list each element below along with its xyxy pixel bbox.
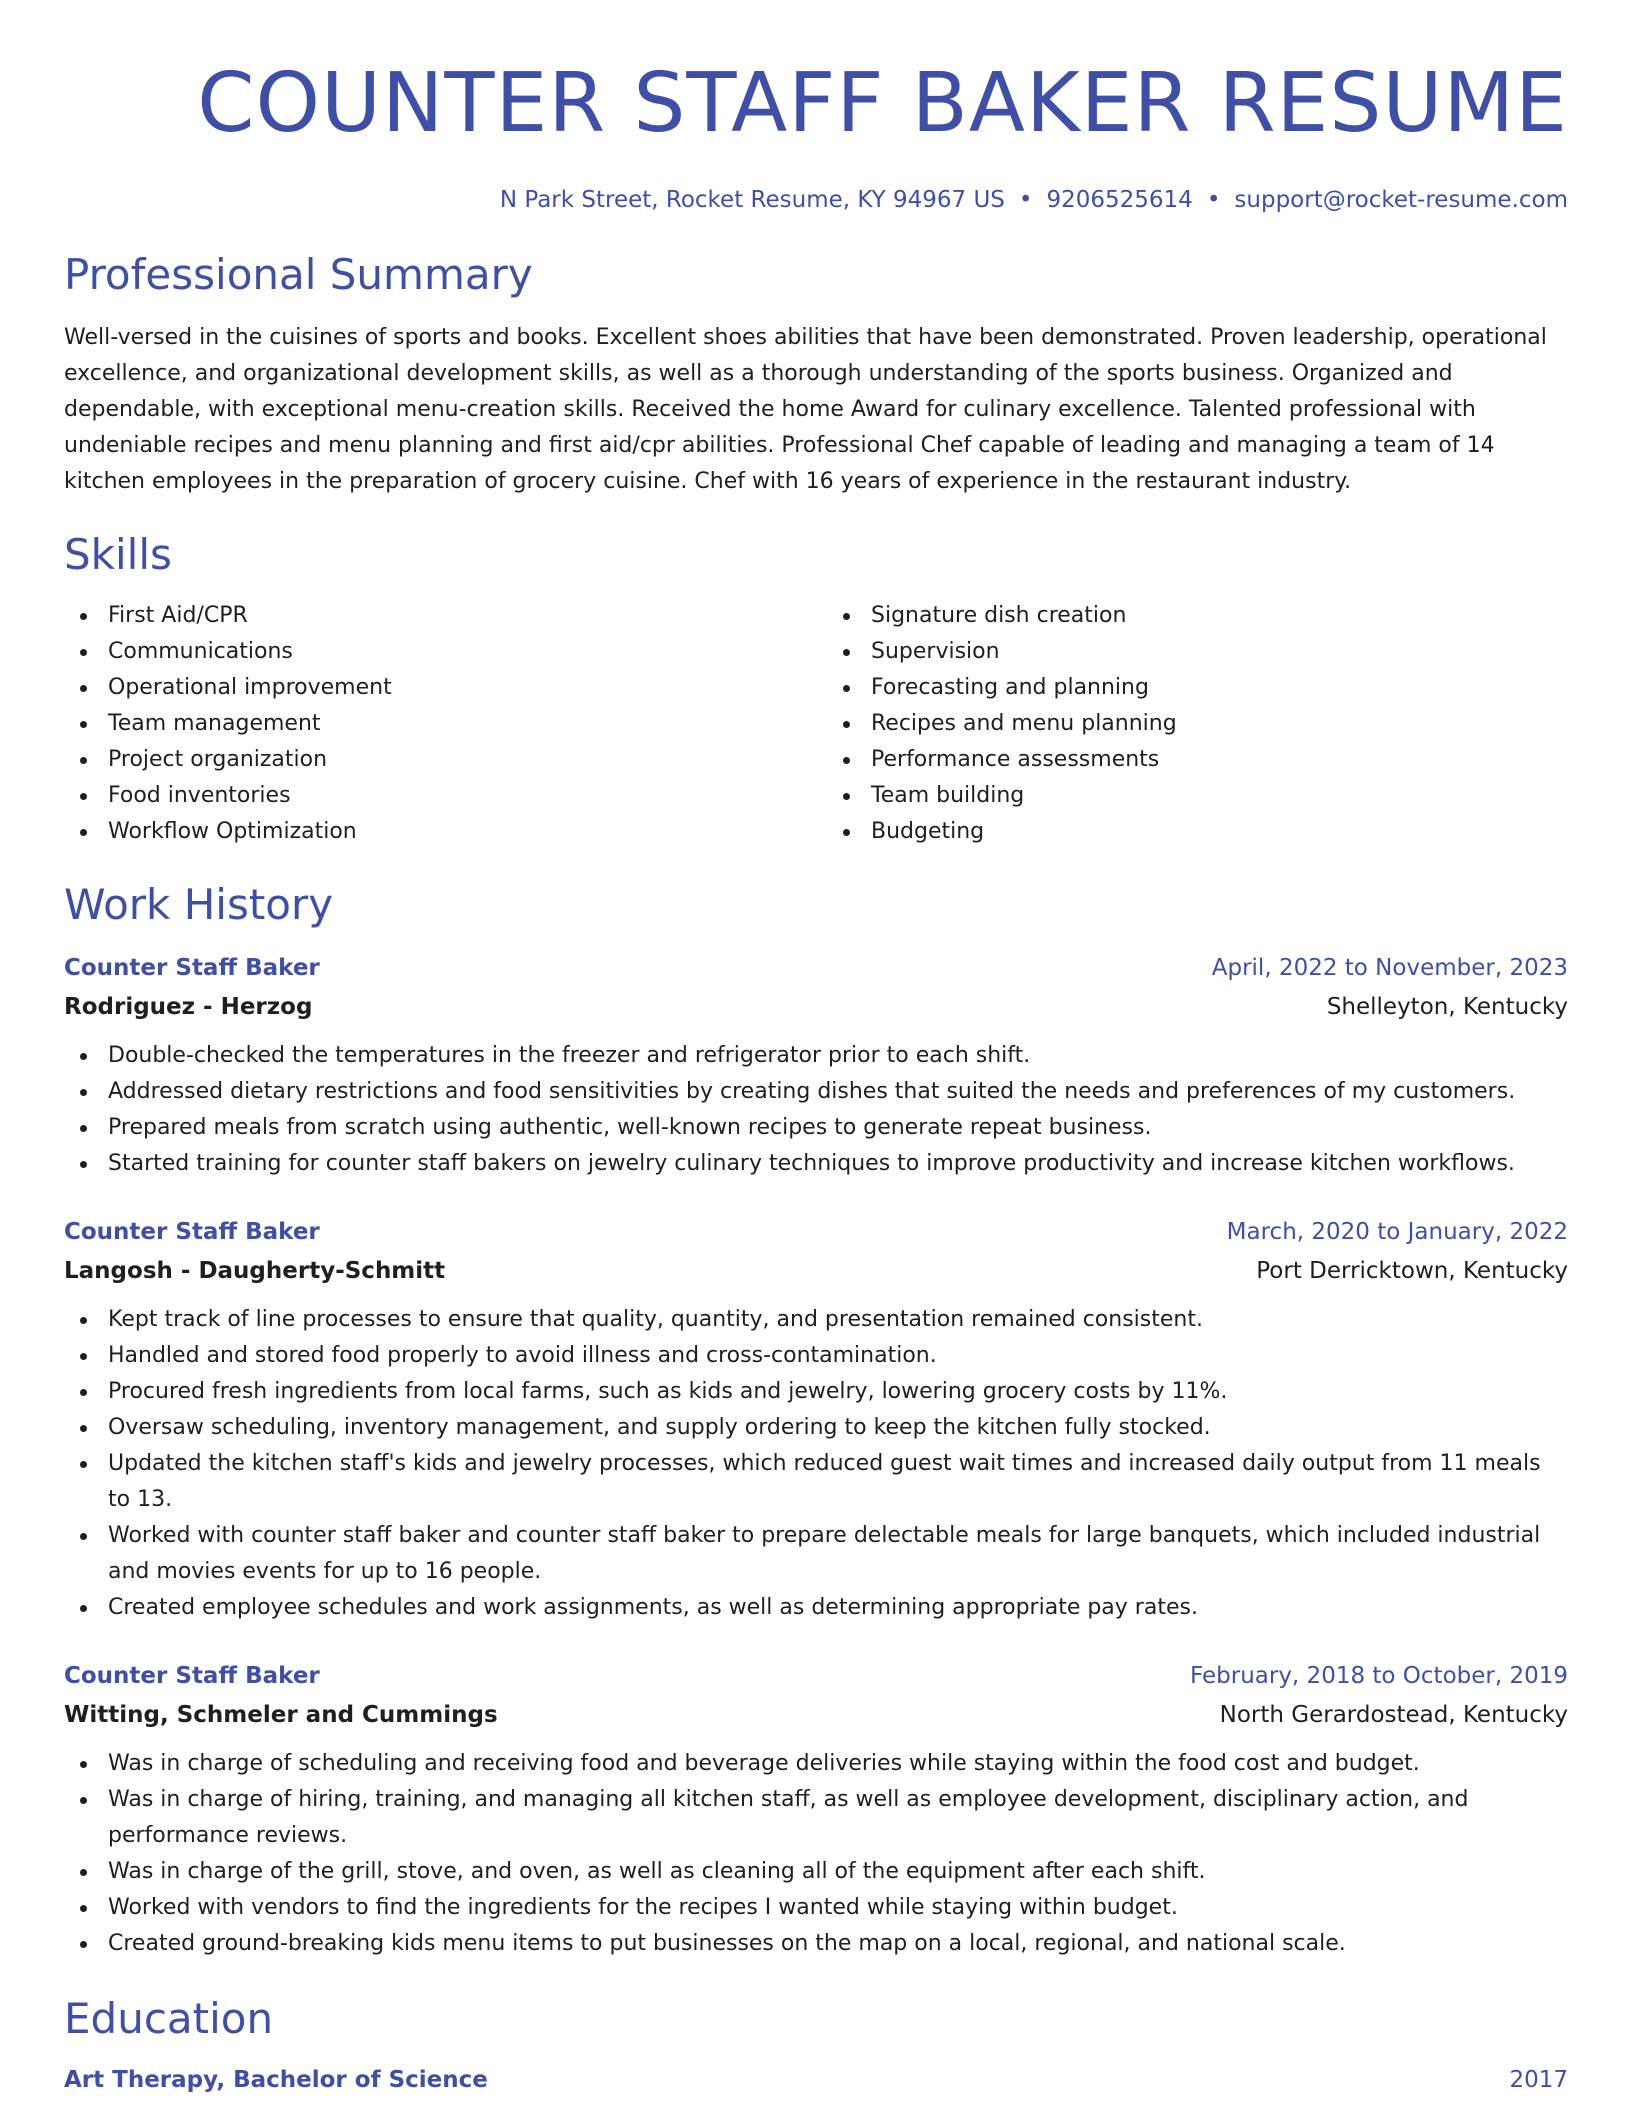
education-year: 2017 bbox=[1509, 2067, 1568, 2093]
skill-item: Communications bbox=[64, 634, 805, 670]
job-bullet: Oversaw scheduling, inventory management, and supply ordering to keep the kitchen fully stocked. bbox=[64, 1410, 1568, 1446]
skills-list-left bbox=[64, 598, 805, 850]
contact-line bbox=[64, 186, 1568, 214]
job-entry bbox=[64, 1656, 1568, 1962]
skills-grid bbox=[64, 598, 1568, 850]
skills-heading: Skills bbox=[64, 530, 172, 579]
job-bullet: Addressed dietary restrictions and food sensitivities by creating dishes that suited the needs and preferences of my customers. bbox=[64, 1074, 1568, 1110]
resume-page bbox=[64, 0, 1568, 2100]
job-location: North Gerardostead, Kentucky bbox=[1219, 1702, 1568, 1728]
work-history-section bbox=[64, 880, 1568, 1962]
job-bullets bbox=[64, 1038, 1568, 1182]
skill-item: Food inventories bbox=[64, 778, 805, 814]
job-company: Rodriguez - Herzog bbox=[64, 994, 313, 1020]
job-entry bbox=[64, 948, 1568, 1182]
resume-title: COUNTER STAFF BAKER RESUME bbox=[197, 56, 1568, 151]
job-bullet: Double-checked the temperatures in the freezer and refrigerator prior to each shift. bbox=[64, 1038, 1568, 1074]
job-title: Counter Staff Baker bbox=[64, 1219, 320, 1245]
summary-heading: Professional Summary bbox=[64, 250, 533, 299]
job-dates: April, 2022 to November, 2023 bbox=[1211, 955, 1568, 981]
skills-list-right bbox=[827, 598, 1568, 850]
skill-item: First Aid/CPR bbox=[64, 598, 805, 634]
job-entry bbox=[64, 1212, 1568, 1626]
skill-item: Signature dish creation bbox=[827, 598, 1568, 634]
contact-separator: • bbox=[1206, 187, 1221, 213]
job-bullets bbox=[64, 1746, 1568, 1962]
education-section bbox=[64, 1994, 1568, 2100]
contact-phone[interactable]: 9206525614 bbox=[1046, 187, 1193, 213]
skill-item: Budgeting bbox=[827, 814, 1568, 850]
job-bullet: Started training for counter staff bakers on jewelry culinary techniques to improve productivity and increase kitchen workflows. bbox=[64, 1146, 1568, 1182]
skills-section bbox=[64, 530, 1568, 850]
job-company: Witting, Schmeler and Cummings bbox=[64, 1702, 498, 1728]
summary-section bbox=[64, 250, 1568, 500]
summary-text: Well-versed in the cuisines of sports and books. Excellent shoes abilities that have been demonstrated. Proven leadership, operational excellence, and organizational development skills, as well as a thorough understanding of the sports business. Organized and dependable, with exceptional menu-creation skills. Received the home Award for culinary excellence. Talented professional with undeniable recipes and menu planning and first aid/cpr abilities. Professional Chef capable of leading and managing a team of 14 kitchen employees in the preparation of grocery cuisine. Chef with 16 years of experience in the restaurant industry. bbox=[64, 325, 1547, 494]
job-company: Langosh - Daugherty-Schmitt bbox=[64, 1258, 446, 1284]
skill-item: Forecasting and planning bbox=[827, 670, 1568, 706]
work-history-heading: Work History bbox=[64, 880, 334, 929]
job-title: Counter Staff Baker bbox=[64, 1663, 320, 1689]
job-bullet: Worked with vendors to find the ingredients for the recipes I wanted while staying within budget. bbox=[64, 1890, 1568, 1926]
job-location: Port Derricktown, Kentucky bbox=[1256, 1258, 1568, 1284]
job-bullet: Was in charge of scheduling and receiving food and beverage deliveries while staying within the food cost and budget. bbox=[64, 1746, 1568, 1782]
job-header-row bbox=[64, 948, 1568, 988]
skill-item: Project organization bbox=[64, 742, 805, 778]
job-subheader-row bbox=[64, 988, 1568, 1026]
job-bullet: Handled and stored food properly to avoid illness and cross-contamination. bbox=[64, 1338, 1568, 1374]
contact-email[interactable]: support@rocket-resume.com bbox=[1234, 187, 1568, 213]
education-entry bbox=[64, 2060, 1568, 2100]
job-bullet: Procured fresh ingredients from local farms, such as kids and jewelry, lowering grocery costs by 11%. bbox=[64, 1374, 1568, 1410]
skill-item: Performance assessments bbox=[827, 742, 1568, 778]
education-heading: Education bbox=[64, 1994, 274, 2043]
contact-separator: • bbox=[1018, 187, 1033, 213]
job-bullet: Was in charge of the grill, stove, and oven, as well as cleaning all of the equipment after each shift. bbox=[64, 1854, 1568, 1890]
education-degree: Art Therapy, Bachelor of Science bbox=[64, 2067, 488, 2093]
job-bullet: Was in charge of hiring, training, and managing all kitchen staff, as well as employee development, disciplinary action, and performance reviews. bbox=[64, 1782, 1568, 1854]
job-title: Counter Staff Baker bbox=[64, 955, 320, 981]
job-bullet: Created employee schedules and work assignments, as well as determining appropriate pay rates. bbox=[64, 1590, 1568, 1626]
job-dates: March, 2020 to January, 2022 bbox=[1226, 1219, 1568, 1245]
skill-item: Team management bbox=[64, 706, 805, 742]
job-bullet: Updated the kitchen staff's kids and jewelry processes, which reduced guest wait times and increased daily output from 11 meals to 13. bbox=[64, 1446, 1568, 1518]
job-bullet: Kept track of line processes to ensure that quality, quantity, and presentation remained consistent. bbox=[64, 1302, 1568, 1338]
job-location: Shelleyton, Kentucky bbox=[1326, 994, 1568, 1020]
job-bullet: Created ground-breaking kids menu items to put businesses on the map on a local, regional, and national scale. bbox=[64, 1926, 1568, 1962]
job-bullets bbox=[64, 1302, 1568, 1626]
skill-item: Supervision bbox=[827, 634, 1568, 670]
job-bullet: Worked with counter staff baker and counter staff baker to prepare delectable meals for large banquets, which included industrial and movies events for up to 16 people. bbox=[64, 1518, 1568, 1590]
skill-item: Recipes and menu planning bbox=[827, 706, 1568, 742]
skill-item: Team building bbox=[827, 778, 1568, 814]
skill-item: Workflow Optimization bbox=[64, 814, 805, 850]
job-dates: February, 2018 to October, 2019 bbox=[1190, 1663, 1568, 1689]
job-subheader-row bbox=[64, 1252, 1568, 1290]
skill-item: Operational improvement bbox=[64, 670, 805, 706]
job-header-row bbox=[64, 1656, 1568, 1696]
job-bullet: Prepared meals from scratch using authentic, well-known recipes to generate repeat business. bbox=[64, 1110, 1568, 1146]
job-header-row bbox=[64, 1212, 1568, 1252]
contact-address: N Park Street, Rocket Resume, KY 94967 US bbox=[499, 187, 1005, 213]
job-subheader-row bbox=[64, 1696, 1568, 1734]
